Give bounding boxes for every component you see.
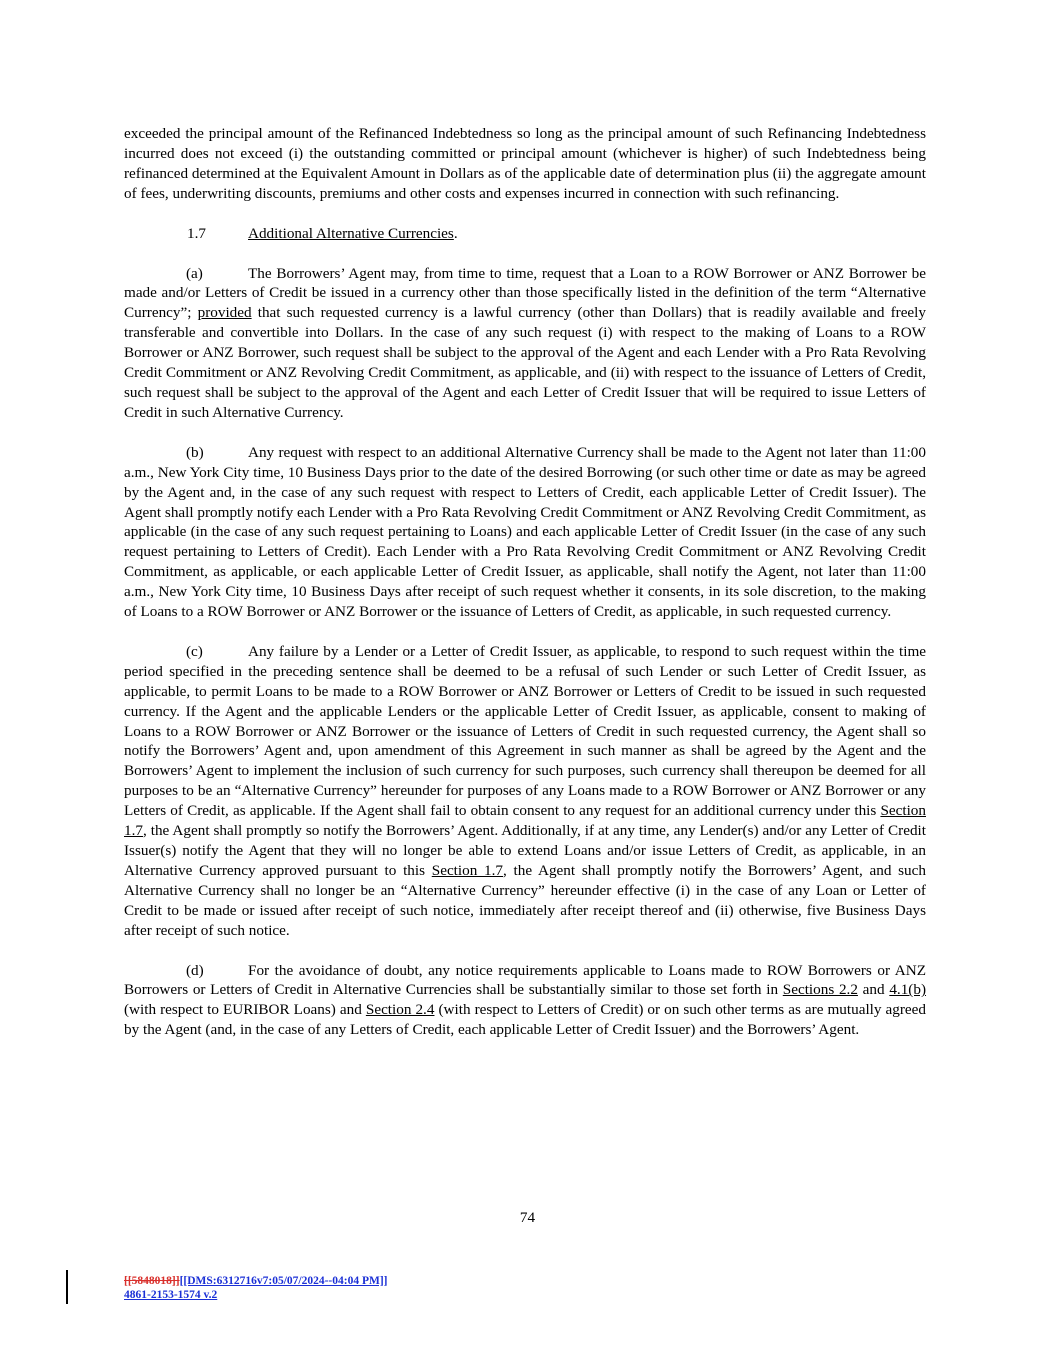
- deleted-document-id: [[5848018]]: [124, 1275, 180, 1287]
- paragraph-a-text-2: that such requested currency is a lawful currency (other than Dollars) that is readily available and freely transferable and convertible into Dollars. In the case of any such request (i) with respect to the making of Loans to a ROW Borrower or ANZ Borrower, such request shall be subject to the approval of the Agent and each Lender with a Pro Rata Revolving Credit Commitment or ANZ Revolving Credit Commitment, as applicable, and (ii) with respect to the issuance of Letters of Credit, such request shall be subject to the approval of the Agent and each Letter of Credit Issuer that will be required to issue Letters of Credit in such Alternative Currency.: [124, 304, 926, 421]
- continuation-paragraph: exceeded the principal amount of the Refinanced Indebtedness so long as the principal amount of such Refinancing Indebtedness incurred does not exceed (i) the outstanding committed or principal amount (whichever is higher) of such Indebtedness being refinanced determined at the Equivalent Amount in Dollars as of the applicable date of determination plus (ii) the aggregate amount of fees, underwriting discounts, premiums and other costs and expenses incurred in connection with such refinancing.: [124, 125, 926, 202]
- footer-id-line: [124, 1274, 388, 1288]
- section-title-period: .: [453, 224, 458, 242]
- paragraph-b: [124, 443, 926, 622]
- paragraph-c-text-1: Any failure by a Lender or a Letter of Credit Issuer, as applicable, to respond to such request within the time period specified in the preceding sentence shall be deemed to be a refusal of such Lender or such Letter of Credit Issuer, as applicable, to permit Loans to be made to a ROW Borrower or ANZ Borrower or Letters of Credit to be issued in such requested currency. If the Agent and the applicable Lenders or the applicable Letter of Credit Issuer, as applicable, consent to making of Loans to a ROW Borrower or ANZ Borrower or the issuance of Letters of Credit in such requested currency, the Agent shall so notify the Borrowers’ Agent and, upon amendment of this Agreement in such manner as shall be agreed by the Agent and the Borrowers’ Agent to implement the inclusion of such currency for such purposes, such currency shall thereupon be deemed for all purposes to be an “Alternative Currency” hereunder for purposes of any Loans made to a ROW Borrower or ANZ Borrower or any Letters of Credit, as applicable. If the Agent shall fail to obtain consent to any request for an additional currency under this: [124, 642, 926, 820]
- section-title: Additional Alternative Currencies: [248, 224, 454, 242]
- paragraph-a-text-1: The Borrowers’ Agent may, from time to time, request that a Loan to a ROW Borrower or ANZ Borrower be made and/or Letters of Credit be issued in a currency other than those specifically listed in the definition of the term “Alternative Currency”;: [124, 264, 926, 322]
- paragraph-a: [124, 264, 926, 423]
- section-reference-link[interactable]: Sections 2.2: [782, 981, 858, 999]
- inserted-document-id: [[DMS:6312716v7:05/07/2024--04:04 PM]]: [179, 1275, 388, 1287]
- paragraph-d-text-2: and: [857, 981, 890, 999]
- paragraph-b-label: (b): [186, 443, 204, 461]
- section-reference-link[interactable]: 4.1(b): [889, 981, 927, 999]
- paragraph-c-indent: [124, 642, 248, 662]
- paragraph-c-text-2: , the Agent shall promptly so notify the Borrowers’ Agent. Additionally, if at any time, any Lender(s) and/or any Letter of Credit Issuer(s) notify the Agent that they will no longer be able to extend Loans and/or issue Letters of Credit, as applicable, in an Alternative Currency approved pursuant to this: [124, 822, 926, 879]
- document-footer: [124, 1274, 388, 1302]
- provided-term: provided: [197, 304, 252, 322]
- change-bar: [66, 1270, 68, 1304]
- paragraph-d-label: (d): [186, 961, 204, 979]
- document-number: 4861-2153-1574 v.2: [124, 1289, 218, 1301]
- paragraph-b-indent: [124, 443, 248, 463]
- document-body: [124, 124, 926, 1040]
- paragraph-d-text-3: (with respect to EURIBOR Loans) and: [124, 1001, 366, 1019]
- page-number: 74: [519, 1209, 536, 1226]
- paragraph-b-text: Any request with respect to an additional Alternative Currency shall be made to the Agent not later than 11:00 a.m., New York City time, 10 Business Days prior to the date of the desired Borrowing (or such other time or date as may be agreed by the Agent and, in the case of any such request with respect to Letters of Credit, each applicable Letter of Credit Issuer). The Agent shall promptly notify each Lender with a Pro Rata Revolving Credit Commitment or ANZ Revolving Credit Commitment, as applicable (in the case of any such request pertaining to Loans) and each applicable Letter of Credit Issuer (in the case of any such request pertaining to Letters of Credit). Each Lender with a Pro Rata Revolving Credit Commitment or ANZ Revolving Credit Commitment, as applicable, or each applicable Letter of Credit Issuer, as applicable, shall notify the Agent, not later than 11:00 a.m., New York City time, 10 Business Days after receipt of such request whether it consents, in its sole discretion, to the making of Loans to a ROW Borrower or ANZ Borrower or the issuance of Letters of Credit, as applicable, in such requested currency.: [124, 443, 926, 621]
- paragraph-c-text-3: , the Agent shall promptly notify the Borrowers’ Agent, and such Alternative Currency shall no longer be an “Alternative Currency” hereunder effective (i) in the case of any Loan or Letter of Credit to be made or issued after receipt of such notice, immediately after receipt thereof and (ii) otherwise, five Business Days after receipt of such notice.: [124, 861, 926, 939]
- paragraph-a-label: (a): [186, 264, 203, 282]
- paragraph-c-label: (c): [186, 642, 203, 660]
- section-number: 1.7: [187, 224, 206, 242]
- paragraph-a-indent: [124, 264, 248, 284]
- paragraph-d-text-1: For the avoidance of doubt, any notice requirements applicable to Loans made to ROW Borrowers or ANZ Borrowers or Letters of Credit in Alternative Currencies shall be substantially similar to those set forth in: [124, 961, 926, 999]
- section-reference-link[interactable]: Section 1.7: [124, 802, 926, 840]
- paragraph-d-indent: [124, 961, 248, 981]
- paragraph-d: [124, 961, 926, 1041]
- section-reference-link[interactable]: Section 2.4: [365, 1001, 435, 1019]
- section-reference-link[interactable]: Section 1.7: [431, 861, 504, 879]
- section-heading: [124, 224, 926, 244]
- paragraph-d-text-4: (with respect to Letters of Credit) or on such other terms as are mutually agreed by the Agent (and, in the case of any Letters of Credit, each applicable Letter of Credit Issuer) and the Borrowers’ Agent.: [124, 1001, 926, 1039]
- paragraph-c: [124, 642, 926, 941]
